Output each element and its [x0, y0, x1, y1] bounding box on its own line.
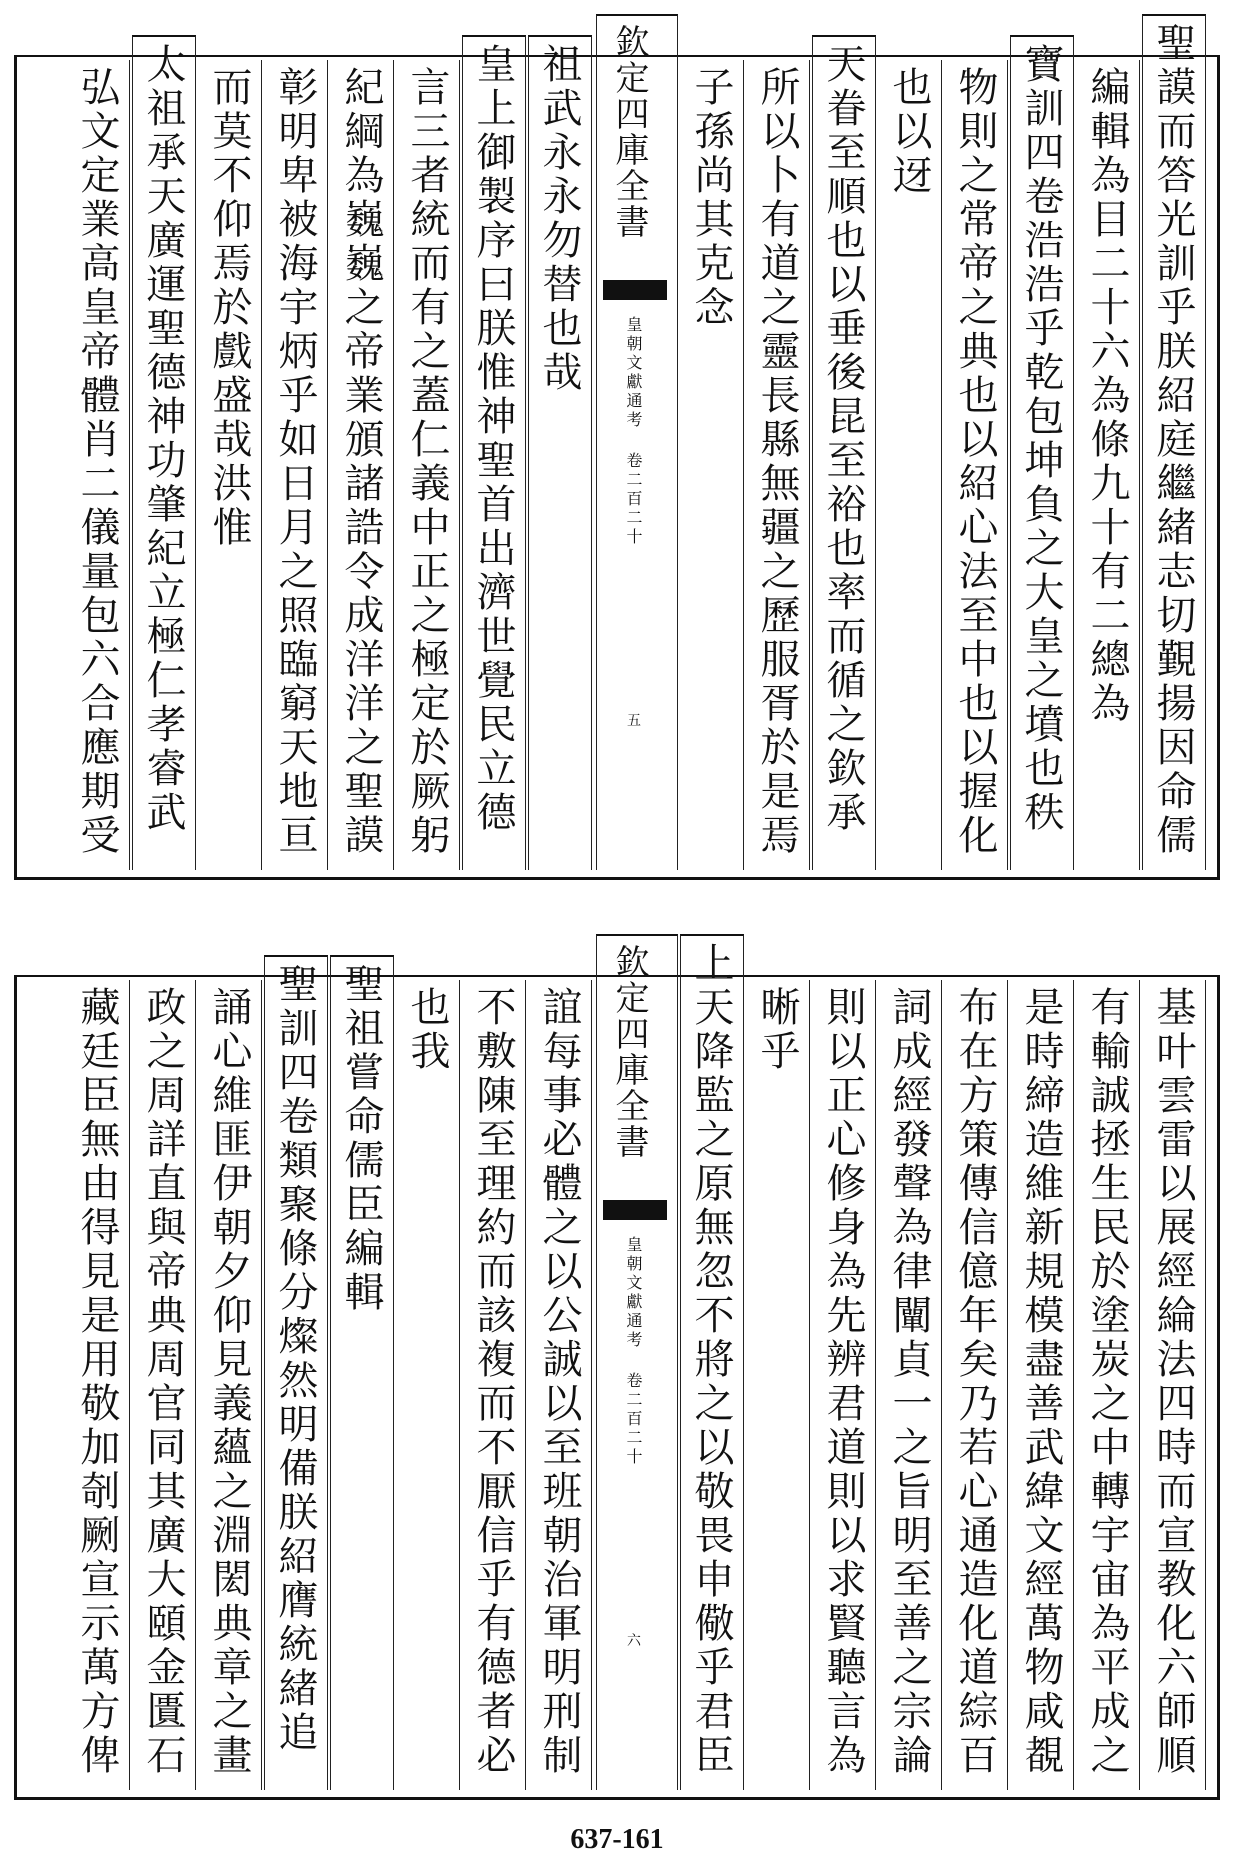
page-number: 六	[627, 1633, 641, 1649]
text-column: 所以卜有道之靈長縣無疆之歷服胥於是焉	[746, 60, 810, 870]
text-column: 祖武永永勿替也哉	[528, 35, 592, 870]
text-column: 弘文定業高皇帝體肖二儀量包六合應期受	[66, 60, 130, 870]
text-column: 編輯為目二十六為條九十有二總為	[1076, 60, 1140, 870]
volume-label: 皇朝文獻通考 卷二百二十	[624, 316, 643, 547]
text-column: 也我	[396, 980, 460, 1790]
page-number: 五	[627, 713, 641, 729]
text-column: 不敷陳至理約而該複而不厭信乎有德者必	[462, 980, 526, 1790]
text-column: 則以正心修身為先辨君道則以求賢聽言為	[812, 980, 876, 1790]
book-title: 欽定四庫全書	[609, 24, 649, 240]
text-column: 天眷至順也以垂後昆至裕也率而循之欽承	[812, 35, 876, 870]
text-column: 子孫尚其克念	[680, 60, 744, 870]
text-column: 詞成經發聲為律闡貞一之旨明至善之宗論	[878, 980, 942, 1790]
text-column: 物則之常帝之典也以紹心法至中也以握化	[944, 60, 1008, 870]
folio-number: 637-161	[570, 1824, 664, 1855]
frame-line	[14, 55, 17, 880]
frame-line	[14, 975, 17, 1800]
text-column: 聖訓四卷類聚條分燦然明備朕紹膺統緒追	[264, 955, 328, 1790]
frame-line	[14, 877, 1220, 880]
center-strip	[596, 14, 678, 870]
frame-line	[14, 1797, 1220, 1800]
frame-line	[1217, 55, 1220, 880]
book-title: 欽定四庫全書	[609, 944, 649, 1160]
text-column: 誦心維匪伊朝夕仰見義蘊之淵閎典章之畫	[198, 980, 262, 1790]
volume-label: 皇朝文獻通考 卷二百二十	[624, 1236, 643, 1467]
text-column: 而莫不仰焉於戲盛哉洪惟	[198, 60, 262, 870]
text-column: 政之周詳直與帝典周官同其廣大頤金匱石	[132, 980, 196, 1790]
text-column: 紀綱為巍巍之帝業頒諸誥令成洋洋之聖謨	[330, 60, 394, 870]
fishtail-mark	[603, 280, 667, 300]
text-column: 也以迓	[878, 60, 942, 870]
text-column: 上天降監之原無忽不將之以敬畏申儆乎君臣	[680, 934, 744, 1790]
text-column: 是時締造維新規模盡善武緯文經萬物咸覩	[1010, 980, 1074, 1790]
text-column: 彰明卑被海宇炳乎如日月之照臨窮天地亘	[264, 60, 328, 870]
text-column: 基叶雲雷以展經綸法四時而宣教化六師順	[1142, 980, 1206, 1790]
text-column: 聖謨而答光訓乎朕紹庭繼緒志切覲揚因命儒	[1142, 14, 1206, 870]
center-strip	[596, 934, 678, 1790]
bottom-page	[0, 920, 1234, 1800]
text-column: 寶訓四卷浩浩乎乾包坤負之大皇之墳也秩	[1010, 35, 1074, 870]
text-column: 皇上御製序曰朕惟神聖首出濟世覺民立德	[462, 35, 526, 870]
frame-line	[1217, 975, 1220, 1800]
fishtail-mark	[603, 1200, 667, 1220]
text-column: 聖祖嘗命儒臣編輯	[330, 955, 394, 1790]
text-column: 言三者統而有之蓋仁義中正之極定於厥躬	[396, 60, 460, 870]
text-column: 藏廷臣無由得見是用敬加剞劂宣示萬方俾	[66, 980, 130, 1790]
text-column: 誼每事必體之以公誠以至班朝治軍明刑制	[528, 980, 592, 1790]
text-column: 布在方策傳信億年矣乃若心通造化道綜百	[944, 980, 1008, 1790]
text-column: 晰乎	[746, 980, 810, 1790]
text-column: 有輸誠拯生民於塗炭之中轉宇宙為平成之	[1076, 980, 1140, 1790]
text-column: 太祖承天廣運聖德神功肇紀立極仁孝睿武	[132, 35, 196, 870]
top-page	[0, 0, 1234, 880]
